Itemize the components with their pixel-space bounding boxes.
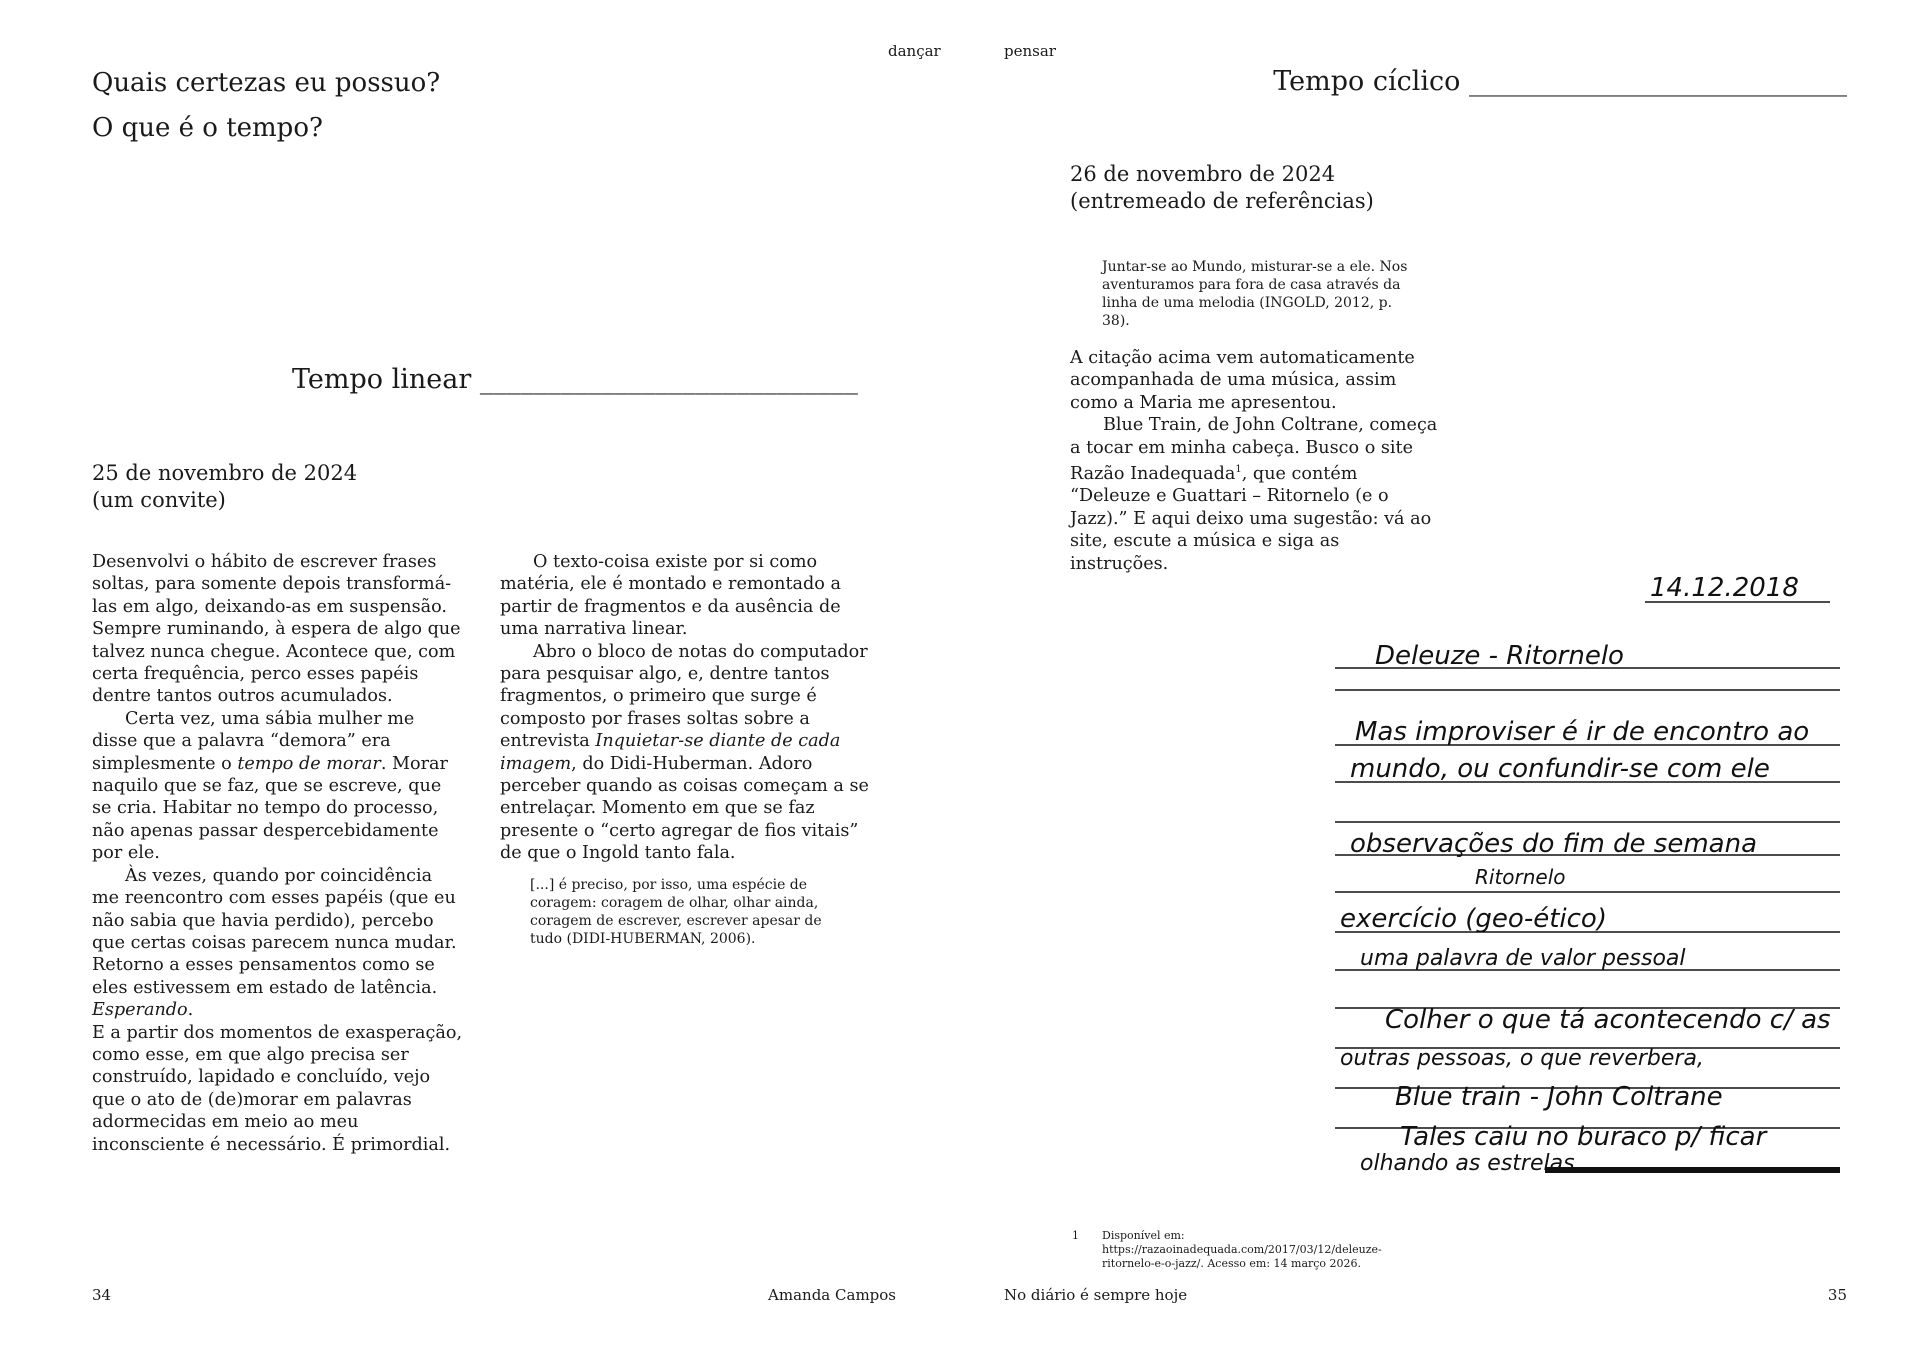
note-line: exercício (geo-ético) <box>1340 904 1607 934</box>
handwritten-note-image <box>1315 560 1855 1180</box>
paragraph: Às vezes, quando por coincidência me reencontro com esses papéis (que eu não sabia que havia perdido), percebo que certas coisas parecem nunca mudar. Retorno a esses pensamentos como se eles estivessem em estado de latência. Esperando. <box>92 865 457 1021</box>
note-line: Colher o que tá acontecendo c/ as <box>1385 1005 1831 1035</box>
date-heading-right <box>1070 161 1374 215</box>
section-title-cyclic: Tempo cíclico ____________________________ <box>1273 66 1847 97</box>
right-column <box>1070 347 1442 575</box>
note-line: Deleuze - Ritornelo <box>1375 641 1624 671</box>
question-certainties: Quais certezas eu possuo? <box>92 68 441 98</box>
note-line: mundo, ou confundir-se com ele <box>1350 754 1770 784</box>
paragraph: A citação acima vem automaticamente acompanhada de uma música, assim como a Maria me apresentou. <box>1070 348 1415 413</box>
paragraph: Desenvolvi o hábito de escrever frases soltas, para somente depois transformá-las em algo, deixando-as em suspensão. Sempre ruminando, à espera de algo que talvez nunca chegue. Acontece que, com certa frequência, perco esses papéis dentre tantos outros acumulados. <box>92 552 461 707</box>
section-title-linear: Tempo linear ____________________________ <box>292 364 858 395</box>
note-date: 14.12.2018 <box>1650 573 1799 603</box>
block-quote-ingold: Juntar-se ao Mundo, misturar-se a ele. Nos aventuramos para fora de casa através da linha de uma melodia (INGOLD, 2012, p. 38). <box>1102 259 1408 329</box>
footnote-number: 1 <box>1072 1229 1079 1242</box>
section-title-linear-text: Tempo linear <box>292 364 472 395</box>
page-number-left: 34 <box>92 1286 112 1304</box>
note-line: Mas improviser é ir de encontro ao <box>1355 717 1810 747</box>
footnote-ref: 1 <box>1235 464 1242 476</box>
note-line: Blue train - John Coltrane <box>1395 1082 1723 1112</box>
note-line: outras pessoas, o que reverbera, <box>1340 1046 1704 1071</box>
note-line: observações do fim de semana <box>1350 829 1758 859</box>
question-time: O que é o tempo? <box>92 113 323 143</box>
date-subtitle: (entremeado de referências) <box>1070 189 1374 213</box>
page-number-right: 35 <box>1827 1286 1847 1304</box>
left-column-1 <box>92 551 464 1156</box>
paragraph: O texto-coisa existe por si como matéria, ele é montado e remontado a partir de fragmentos e da ausência de uma narrativa linear. <box>500 552 841 640</box>
paragraph: Certa vez, uma sábia mulher me disse que a palavra “demora” era simplesmente o tempo de morar. Morar naquilo que se faz, que se escreve, que se cria. Habitar no tempo do processo, não apenas passar despercebidamente por ele. <box>92 708 448 864</box>
date-heading-left <box>92 460 357 514</box>
paragraph: Blue Train, de John Coltrane, começa a tocar em minha cabeça. Busco o site Razão Inadequada$^1$, que contém “Deleuze e Guattari – Ritornelo (e o Jazz).” E aqui deixo uma sugestão: vá ao site, escute a música e siga as instruções. <box>1070 415 1438 574</box>
left-column-2 <box>500 551 872 865</box>
paragraph: Abro o bloco de notas do computador para pesquisar algo, e, dentre tantos fragmentos, o primeiro que surge é composto por frases soltas sobre a entrevista Inquietar-se diante de cada imagem, do Didi-Huberman. Adoro perceber quando as coisas começam a se entrelaçar. Momento em que se faz presente o “certo agregar de fios vitais” de que o Ingold tanto fala. <box>500 641 869 864</box>
note-line: Ritornelo <box>1475 865 1566 889</box>
footnote-text: Disponível em: https://razaoinadequada.com/2017/03/12/deleuze-ritornelo-e-o-jazz/. Acesso em: 14 março 2026. <box>1102 1229 1382 1270</box>
running-header-left: dançar <box>888 42 941 60</box>
date-subtitle: (um convite) <box>92 488 226 512</box>
paragraph: E a partir dos momentos de exasperação, como esse, em que algo precisa ser construído, lapidado e concluído, vejo que o ato de (de)morar em palavras adormecidas em meio ao meu inconsciente é necessário. É primordial. <box>92 1022 463 1155</box>
note-line: Tales caiu no buraco p/ ficar <box>1400 1122 1767 1152</box>
note-line: olhando as estrelas <box>1360 1151 1575 1176</box>
footer-author: Amanda Campos <box>768 1286 896 1304</box>
running-header-right: pensar <box>1004 42 1056 60</box>
block-quote-didi-huberman: [...] é preciso, por isso, uma espécie de coragem: coragem de olhar, olhar ainda, coragem de escrever, escrever apesar de tudo (DIDI-HUBERMAN, 2006). <box>530 877 822 947</box>
section-title-cyclic-text: Tempo cíclico <box>1273 66 1461 97</box>
note-line: uma palavra de valor pessoal <box>1360 946 1686 971</box>
date-line: 25 de novembro de 2024 <box>92 461 358 485</box>
date-line: 26 de novembro de 2024 <box>1070 162 1336 186</box>
footer-book-title: No diário é sempre hoje <box>1004 1286 1188 1304</box>
